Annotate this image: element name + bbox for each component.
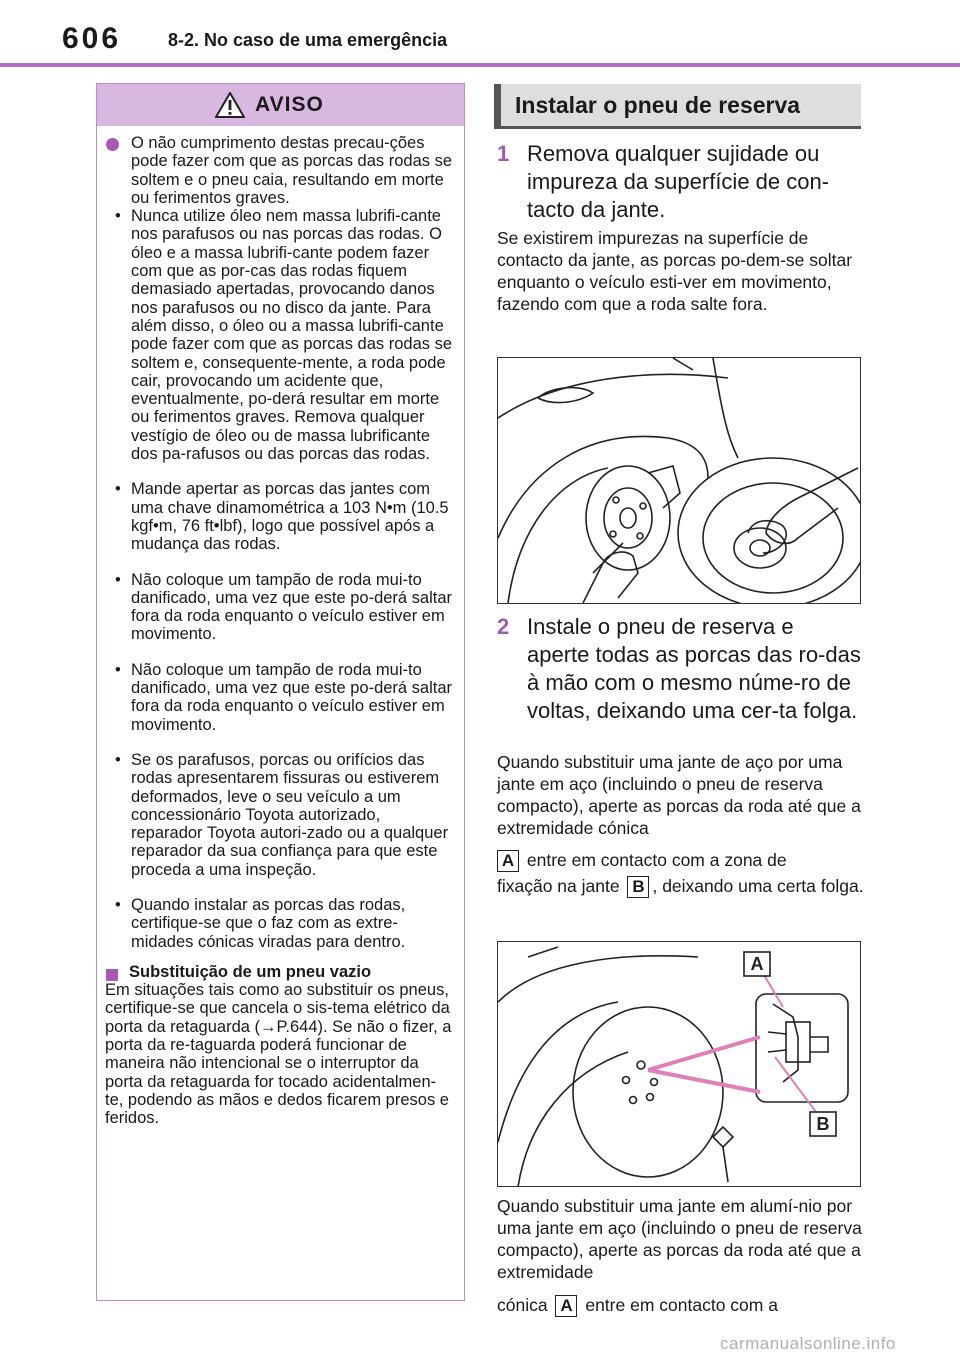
step-2 xyxy=(497,613,862,725)
figure-clean-wheel xyxy=(497,357,861,604)
figure-label-a: A xyxy=(750,954,764,974)
page-number: 606 xyxy=(62,22,122,55)
warning-body xyxy=(97,126,464,1128)
header-divider xyxy=(0,63,960,67)
warning-bullet: • Não coloque um tampão de roda mui-to danificado, uma vez que este po-derá saltar fora da roda enquanto o veículo estiver em movimento. xyxy=(115,570,453,644)
subsection-text: Em situações tais como ao substituir os pneus, certifique-se que cancela o sis-tema elétrico da porta da retaguarda (→P.644). Se não o fizer, a porta da re-taguarda poderá funcionar de maneira não intencional se o interruptor da porta da retaguarda for tocado acidentalmen-te, podendo as mãos e dedos ficarem presos e feridos. xyxy=(105,981,452,1128)
warning-bullet: • Mande apertar as porcas das jantes com uma chave dinamométrica a 103 N•m (10.5 kgf•m, 76 ft•lbf), logo que possível após a mudança das rodas. xyxy=(115,480,449,554)
step-2-note-a: Quando substituir uma jante de aço por uma jante em aço (incluindo o pneu de reserva compacto), aperte as porcas da roda até que a extremidade cónica xyxy=(497,752,861,838)
subsection-heading: Substituição de um pneu vazio xyxy=(105,963,454,981)
warning-box xyxy=(96,83,465,1301)
bullet-dot-icon xyxy=(106,137,119,155)
warning-bullet: • Nunca utilize óleo nem massa lubrifi-cante nos parafusos ou nas porcas das rodas. O óleo e a massa lubrifi-cante podem fazer com que as por-cas das rodas fiquem demasiado apertadas, provocando danos nos parafusos ou no disco da jante. Para além disso, o óleo ou a massa lubrifi-cante pode fazer com que as porcas das rodas se soltem e, consequente-mente, a roda pode cair, provocando um acidente que, eventualmente, po-derá resultar em morte ou ferimentos graves. Remova qualquer vestígio de óleo ou de massa lubrificante dos pa-rafusos ou das porcas das rodas. xyxy=(115,207,453,464)
step-number: 1 xyxy=(497,141,510,166)
wheel-nut-illustration xyxy=(498,942,861,1187)
warning-triangle-icon xyxy=(215,92,245,118)
chapter-title: 8-2. No caso de uma emergência xyxy=(168,30,448,50)
page-header xyxy=(0,0,960,70)
step-text: Remova qualquer sujidade ou impureza da superfície de con-tacto da jante. xyxy=(527,141,830,222)
figure-label-b: B xyxy=(816,1114,830,1134)
step-2-note-d: cónica A entre em contacto com a xyxy=(497,1295,778,1316)
warning-bullet: • Se os parafusos, porcas ou orifícios das rodas apresentarem fissuras ou estiverem deformados, leve o seu veículo a um concessionário Toyota autorizado, reparador Toyota autori-zado ou a qualquer reparador da sua confiança para que este proceda a uma inspeção. xyxy=(115,750,449,879)
footer-watermark: carmanualsonline.info xyxy=(720,1334,896,1353)
warning-header xyxy=(97,84,464,126)
label-b: B xyxy=(627,876,649,898)
label-a: A xyxy=(497,850,519,872)
step-text: Instale o pneu de reserva e aperte todas as porcas das ro-das à mão com o mesmo núme-ro de voltas, deixando uma cer-ta folga. xyxy=(527,614,861,723)
section-heading xyxy=(494,84,861,127)
step-number: 2 xyxy=(497,614,510,639)
step-1 xyxy=(497,140,857,224)
section-title: Instalar o pneu de reserva xyxy=(515,92,801,118)
step-1-note: Se existirem impurezas na superfície de contacto da jante, as porcas po-dem-se soltar enquanto o veículo esti-ver em movimento, fazendo com que a roda salte fora. xyxy=(497,228,853,314)
section-divider xyxy=(494,126,861,129)
label-a: A xyxy=(555,1295,577,1317)
warning-intro: O não cumprimento destas precau-ções pode fazer com que as porcas das rodas se soltem e o pneu caia, resultando em morte ou ferimentos graves. xyxy=(105,134,454,207)
wheel-cleaning-illustration xyxy=(498,358,861,604)
warning-title: AVISO xyxy=(255,93,324,116)
step-2-note-b: A entre em contacto com a zona de fixação na jante B , deixando uma certa folga. xyxy=(497,850,864,897)
step-2-note-c: Quando substituir uma jante em alumí-nio por uma jante em aço (incluindo o pneu de reserva compacto), aperte as porcas da roda até que a extremidade xyxy=(497,1196,862,1282)
warning-bullet: • Quando instalar as porcas das rodas, certifique-se que o faz com as extre-midades cónicas viradas para dentro. xyxy=(115,895,406,951)
figure-wheel-nuts xyxy=(497,941,861,1187)
warning-bullet: • Não coloque um tampão de roda mui-to danificado, uma vez que este po-derá saltar fora da roda enquanto o veículo estiver em movimento. xyxy=(115,660,453,734)
